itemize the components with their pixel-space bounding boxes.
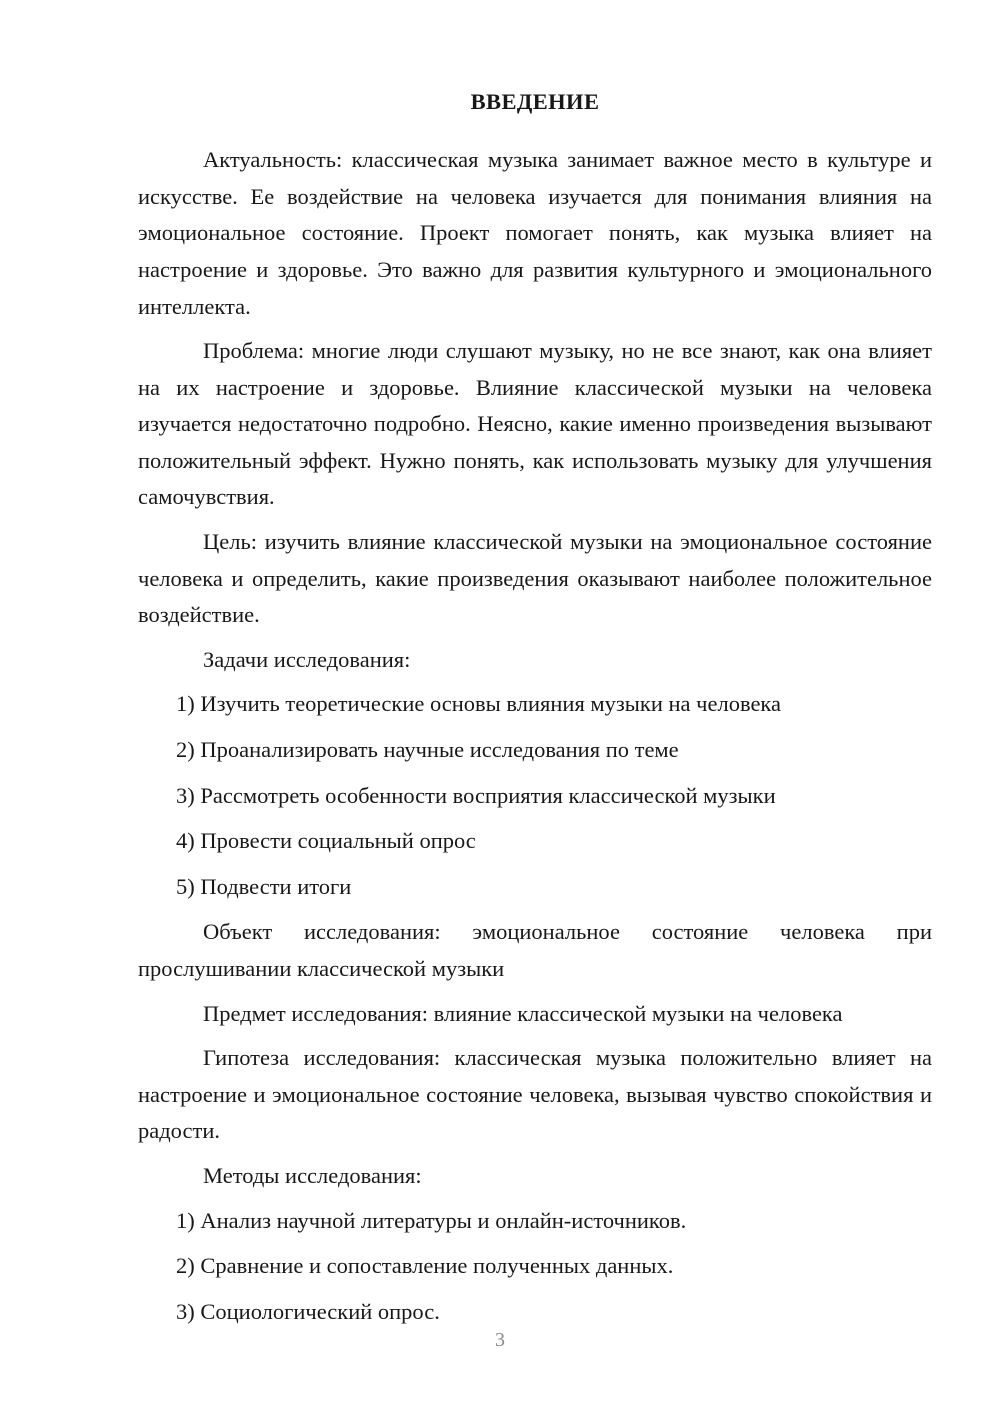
list-item: 1) Анализ научной литературы и онлайн-источников. bbox=[176, 1207, 687, 1233]
list-item: 2) Сравнение и сопоставление полученных данных. bbox=[176, 1253, 674, 1279]
paragraph-hypothesis: Гипотеза исследования: классическая музыка положительно влияет на настроение и эмоциональное состояние человека, вызывая чувство спокойствия и радости. bbox=[138, 1045, 932, 1144]
methods-list bbox=[138, 1203, 932, 1331]
tasks-list bbox=[138, 686, 932, 905]
list-item: 3) Социологический опрос. bbox=[176, 1298, 440, 1324]
tasks-heading: Задачи исследования: bbox=[203, 646, 411, 672]
methods-heading: Методы исследования: bbox=[203, 1162, 422, 1188]
page-number: 3 bbox=[495, 1329, 505, 1351]
list-item: 1) Изучить теоретические основы влияния музыки на человека bbox=[176, 691, 782, 717]
list-item: 3) Рассмотреть особенности восприятия классической музыки bbox=[176, 782, 776, 808]
list-item: 4) Провести социальный опрос bbox=[176, 828, 476, 854]
document-body bbox=[138, 88, 932, 1339]
paragraph-subject: Предмет исследования: влияние классической музыки на человека bbox=[203, 1000, 843, 1026]
paragraph-problem: Проблема: многие люди слушают музыку, но не все знают, как она влияет на их настроение и здоровье. Влияние классической музыки на человека изучается недостаточно подробно. Неясно, какие именно произведения вызывают положительный эффект. Нужно понять, как использовать музыку для улучшения самочувствия. bbox=[138, 338, 932, 510]
paragraph-goal: Цель: изучить влияние классической музыки на эмоциональное состояние человека и определить, какие произведения оказывают наиболее положительное воздействие. bbox=[138, 529, 932, 628]
list-item: 5) Подвести итоги bbox=[176, 873, 352, 899]
page-title: ВВЕДЕНИЕ bbox=[470, 89, 600, 114]
list-item: 2) Проанализировать научные исследования по теме bbox=[176, 737, 679, 763]
paragraph-object: Объект исследования: эмоциональное состояние человека при прослушивании классической музыки bbox=[138, 919, 932, 981]
paragraph-relevance: Актуальность: классическая музыка занимает важное место в культуре и искусстве. Ее воздействие на человека изучается для понимания влияния на эмоциональное состояние. Проект помогает понять, как музыка влияет на настроение и здоровье. Это важно для развития культурного и эмоционального интеллекта. bbox=[138, 147, 932, 319]
